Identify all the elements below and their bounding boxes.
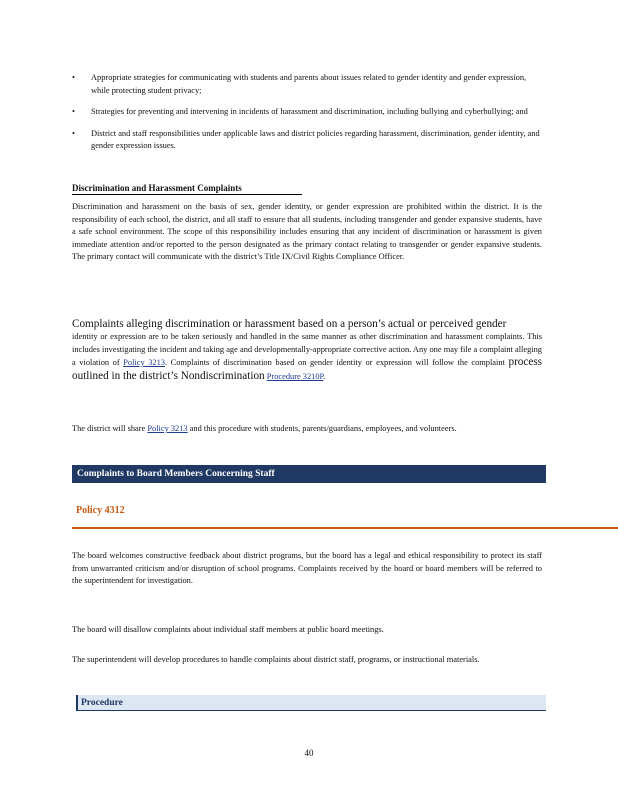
- procedure-3210p-link[interactable]: Procedure 3210P: [266, 371, 324, 381]
- list-item: [72, 72, 542, 97]
- share-paragraph-b: and this procedure with students, parents/guardians, employees, and volunteers.: [189, 424, 457, 433]
- procedure-bar: Procedure: [76, 695, 546, 711]
- complaints-paragraph-lead: Complaints alleging discrimination or harassment based on a person’s actual or perceived gender: [72, 318, 507, 330]
- bullet-marker: •: [72, 128, 75, 138]
- page-number: 40: [304, 748, 314, 758]
- board-paragraph-1: The board welcomes constructive feedback about district programs, but the board has a legal and ethical responsibility to protect its staff from unwarranted criticism and/or disruption of school programs. Complaints received by the board or board members will be referred to the superintendent for investigation.: [72, 551, 542, 586]
- share-paragraph: [72, 423, 542, 436]
- policy-3213-link-2[interactable]: Policy 3213: [147, 424, 188, 433]
- complaints-paragraph-tail: process outlined in the district’s Nondiscrimination: [72, 356, 543, 382]
- bullet-marker: •: [72, 73, 75, 82]
- list-item-text: District and staff responsibilities under applicable laws and district policies regarding harassment, discrimination, gender identity, and gender expression issues.: [91, 128, 540, 151]
- complaints-paragraph: [72, 318, 542, 383]
- board-complaints-bar: Complaints to Board Members Concerning Staff: [72, 465, 546, 483]
- section-heading: Discrimination and Harassment Complaints: [72, 183, 302, 195]
- complaints-paragraph-end: .: [323, 371, 326, 381]
- board-paragraph-2: The board will disallow complaints about individual staff members at public board meetings.: [72, 625, 384, 634]
- board-paragraph-3: The superintendent will develop procedures to handle complaints about district staff, programs, or instructional materials.: [72, 655, 480, 664]
- list-item-text: Strategies for preventing and intervening in incidents of harassment and discrimination, including bullying and cyberbullying; and: [91, 107, 528, 117]
- list-item: [72, 106, 542, 119]
- bullet-marker: •: [72, 107, 75, 117]
- share-paragraph-a: The district will share: [72, 424, 146, 433]
- complaints-paragraph-body-2: . Complaints of discrimination based on gender identity or expression will follow the complaint: [164, 358, 505, 368]
- orange-divider: [72, 527, 618, 529]
- complaints-paragraph-body: identity or expression are to be taken seriously and handled in the same manner as other discrimination and harassment complaints. This includes investigating the incident and taking age and developmentally-appropriate corrective action. Any one may file a complaint alleging a violation of: [72, 332, 542, 368]
- bullet-list: [72, 72, 542, 162]
- list-item-text: Appropriate strategies for communicating with students and parents about issues related to gender identity and gender expression, while protecting student privacy;: [91, 73, 527, 95]
- policy-label: Policy 4312: [76, 505, 125, 516]
- list-item: [72, 128, 542, 153]
- discrimination-paragraph: Discrimination and harassment on the basis of sex, gender identity, or gender expression are prohibited within the district. It is the responsibility of each school, the district, and all staff to ensure that all students, including transgender and gender expansive students, have a safe school environment. The scope of this responsibility includes ensuring that any incident of discrimination or harassment is given immediate attention and/or reported to the person designated as the primary contact relating to transgender or gender expansive students. The primary contact will communicate with the district’s Title IX/Civil Rights Compliance Officer.: [72, 202, 542, 262]
- policy-3213-link[interactable]: Policy 3213: [123, 358, 165, 368]
